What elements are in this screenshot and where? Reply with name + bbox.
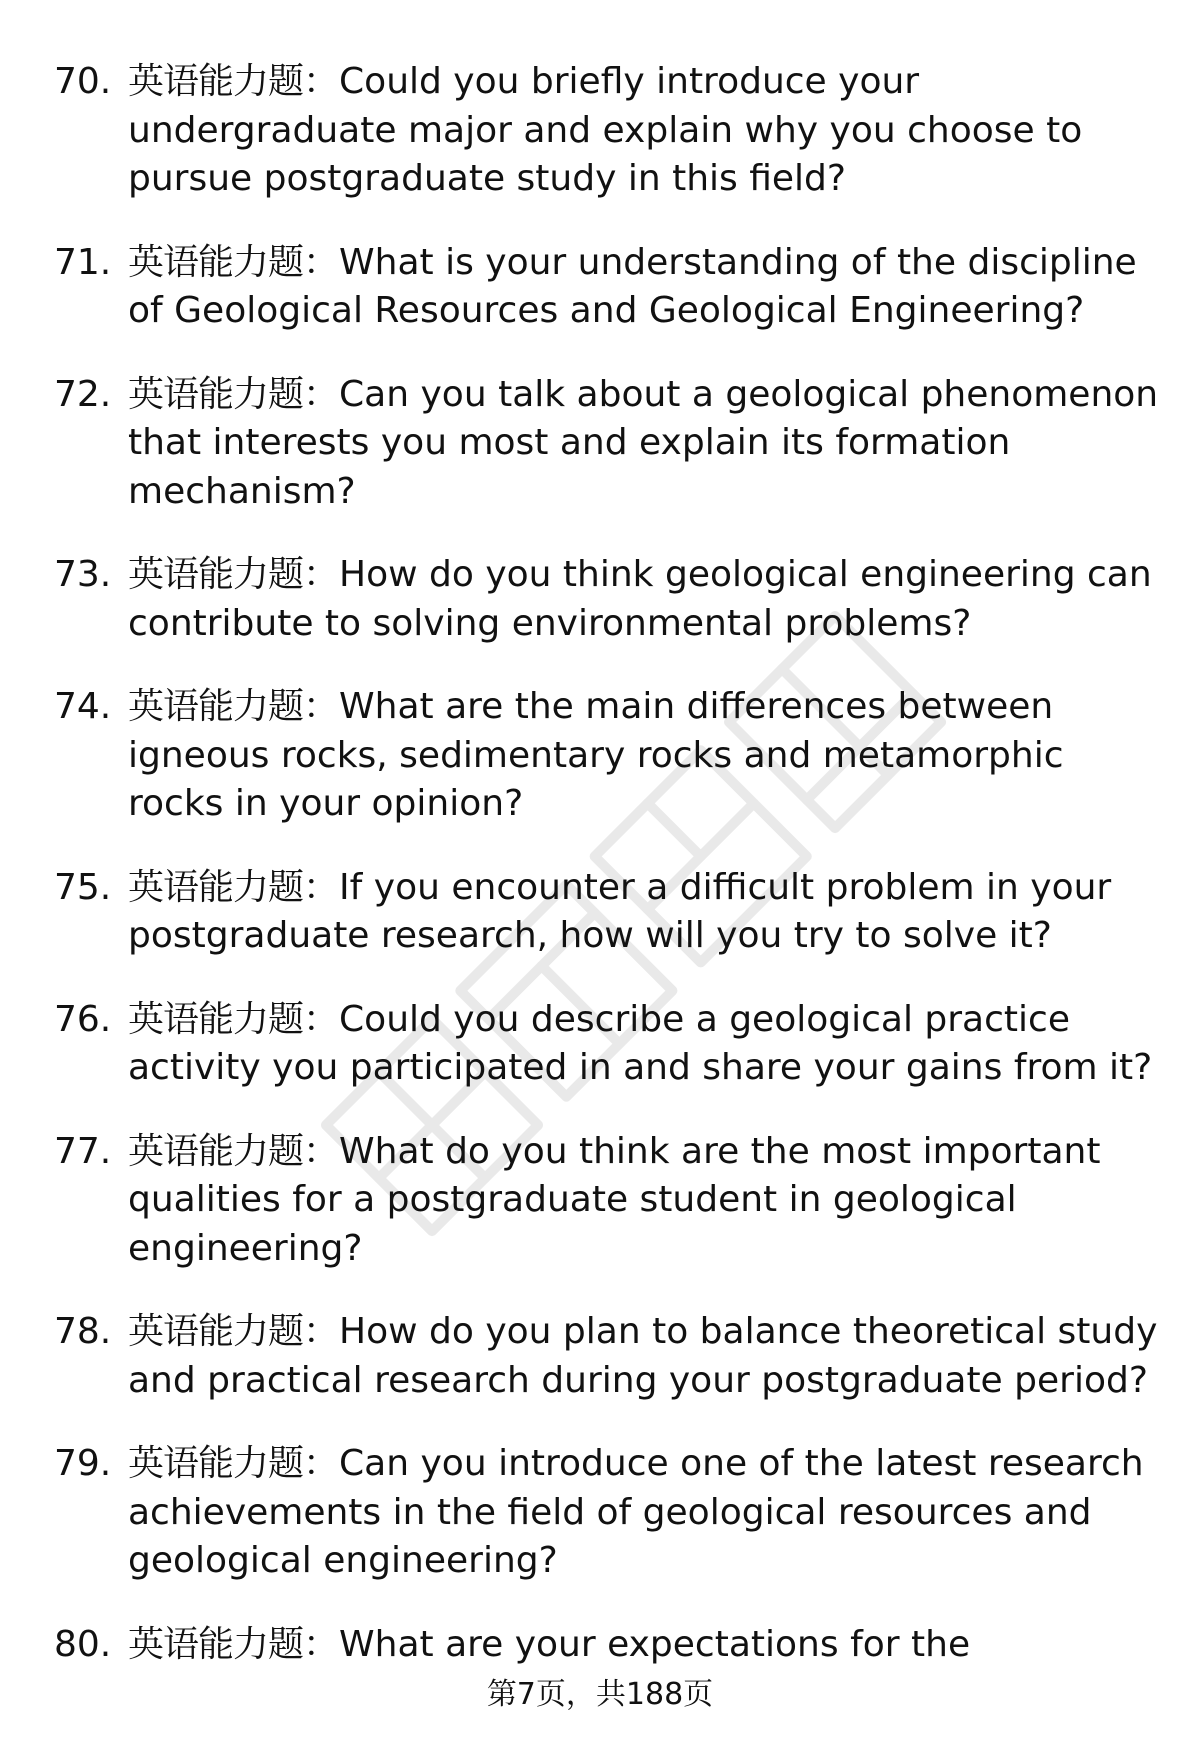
question-separator: ： xyxy=(303,1130,340,1172)
question-number: 77. xyxy=(54,1130,112,1172)
question-number: 74. xyxy=(54,686,112,727)
question-body xyxy=(128,1308,1164,1405)
question-separator: ： xyxy=(303,61,340,102)
question-category: 英语能力题 xyxy=(128,1311,304,1352)
question-text: If you encounter a difficult problem in your postgraduate research, how will you try to solve it? xyxy=(128,866,1112,956)
question-category: 英语能力题 xyxy=(128,61,304,102)
question-body xyxy=(128,1128,1164,1274)
question-category: 英语能力题 xyxy=(128,373,304,415)
question-item xyxy=(54,239,1164,336)
question-body xyxy=(128,683,1164,829)
question-category: 英语能力题 xyxy=(128,1623,304,1665)
page-number-label: 第7页，共188页 xyxy=(486,1677,714,1712)
question-separator: ： xyxy=(303,998,340,1040)
question-category: 英语能力题 xyxy=(128,1443,304,1484)
question-body xyxy=(128,1621,1164,1670)
question-category: 英语能力题 xyxy=(128,866,304,908)
question-category: 英语能力题 xyxy=(128,241,304,283)
question-number: 80. xyxy=(54,1623,112,1665)
question-body xyxy=(128,996,1164,1093)
question-separator: ： xyxy=(303,866,340,908)
question-body xyxy=(128,239,1164,336)
question-text: What do you think are the most important qualities for a postgraduate student in geological engineering? xyxy=(128,1130,1101,1269)
question-number: 76. xyxy=(54,998,112,1040)
question-item xyxy=(54,996,1164,1093)
question-item xyxy=(54,551,1164,648)
question-number: 73. xyxy=(54,554,112,595)
question-item xyxy=(54,683,1164,829)
question-number: 70. xyxy=(54,61,112,102)
question-category: 英语能力题 xyxy=(128,686,304,727)
question-separator: ： xyxy=(303,241,340,283)
question-text: How do you think geological engineering can contribute to solving environmental problems? xyxy=(128,554,1152,644)
question-number: 75. xyxy=(54,866,112,908)
question-text: Could you describe a geological practice activity you participated in and share your gains from it? xyxy=(128,998,1153,1088)
question-body xyxy=(128,371,1164,517)
question-separator: ： xyxy=(303,1623,340,1665)
question-text: What are the main differences between igneous rocks, sedimentary rocks and metamorphic rocks in your opinion? xyxy=(128,686,1064,824)
question-separator: ： xyxy=(303,554,340,595)
question-separator: ： xyxy=(303,686,340,727)
question-text: What are your expectations for the xyxy=(339,1623,971,1665)
question-text: Can you introduce one of the latest research achievements in the field of geological resources and geological engineering? xyxy=(128,1443,1144,1581)
question-separator: ： xyxy=(303,1443,340,1484)
question-item xyxy=(54,58,1164,204)
question-item xyxy=(54,371,1164,517)
question-item xyxy=(54,1621,1164,1670)
question-separator: ： xyxy=(303,1311,340,1352)
question-item xyxy=(54,1128,1164,1274)
question-number: 78. xyxy=(54,1311,112,1352)
question-item xyxy=(54,864,1164,961)
question-text: Can you talk about a geological phenomenon that interests you most and explain its formation mechanism? xyxy=(128,373,1159,512)
question-separator: ： xyxy=(303,373,340,415)
question-text: How do you plan to balance theoretical study and practical research during your postgraduate period? xyxy=(128,1311,1158,1401)
question-text: Could you briefly introduce your undergraduate major and explain why you choose to pursue postgraduate study in this field? xyxy=(128,61,1083,199)
question-item xyxy=(54,1308,1164,1405)
question-text: What is your understanding of the discipline of Geological Resources and Geological Engineering? xyxy=(128,241,1137,331)
question-number: 79. xyxy=(54,1443,112,1484)
question-body xyxy=(128,551,1164,648)
question-body xyxy=(128,864,1164,961)
question-category: 英语能力题 xyxy=(128,998,304,1040)
question-body xyxy=(128,1440,1164,1586)
page-footer xyxy=(0,1675,1200,1715)
question-category: 英语能力题 xyxy=(128,1130,304,1172)
question-body xyxy=(128,58,1164,204)
question-category: 英语能力题 xyxy=(128,554,304,595)
question-number: 72. xyxy=(54,373,112,415)
question-number: 71. xyxy=(54,241,112,283)
question-list xyxy=(54,58,1164,1704)
question-item xyxy=(54,1440,1164,1586)
